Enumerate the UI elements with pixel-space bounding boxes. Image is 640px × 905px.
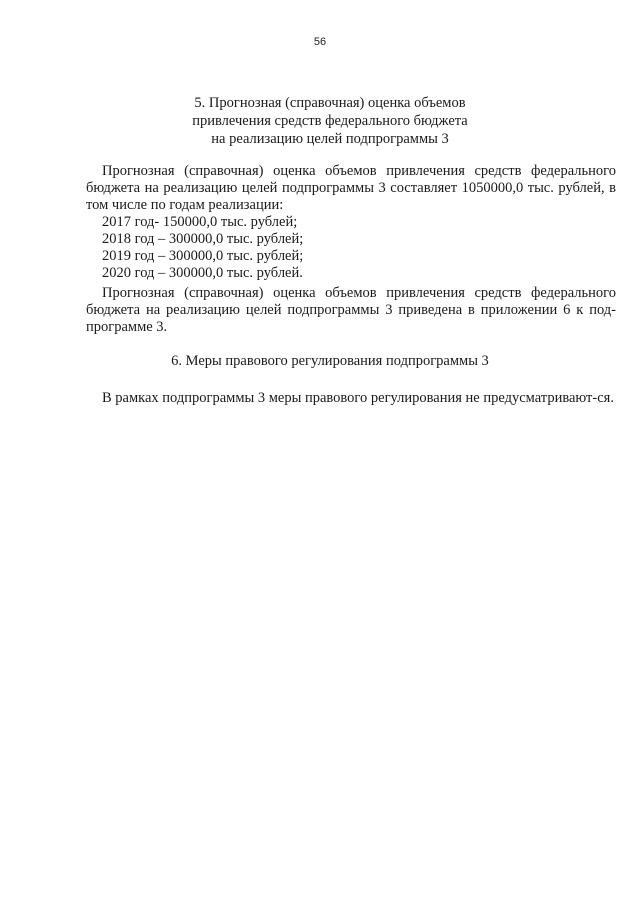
section-6-title: 6. Меры правового регулирования подпрограммы 3 (171, 353, 489, 369)
page-number: 56 (313, 36, 327, 48)
year-item: 2018 год – 300000,0 тыс. рублей; (102, 231, 304, 247)
section-5-paragraph-1: Прогнозная (справочная) оценка объемов привлечения средств федерального бюджета на реализацию целей подпрограммы 3 составляет 1050000,0 тыс. рублей, в том числе по годам реализации: (86, 163, 616, 213)
section-5-paragraph-2: Прогнозная (справочная) оценка объемов привлечения средств федерального бюджета на реализацию целей подпрограммы 3 приведена в приложении 6 к под-программе 3. (86, 285, 616, 335)
year-item: 2019 год – 300000,0 тыс. рублей; (102, 248, 304, 264)
year-item: 2017 год- 150000,0 тыс. рублей; (102, 214, 298, 230)
section-6-paragraph: В рамках подпрограммы 3 меры правового регулирования не предусматривают-ся. (102, 390, 614, 406)
year-item: 2020 год – 300000,0 тыс. рублей. (102, 265, 303, 281)
section-5-title-line: привлечения средств федерального бюджета (192, 113, 468, 129)
years-list (102, 214, 502, 282)
section-5-title (0, 94, 640, 148)
section-5-title-line: на реализацию целей подпрограммы 3 (211, 131, 449, 147)
section-5-title-line: 5. Прогнозная (справочная) оценка объемов (194, 95, 466, 111)
